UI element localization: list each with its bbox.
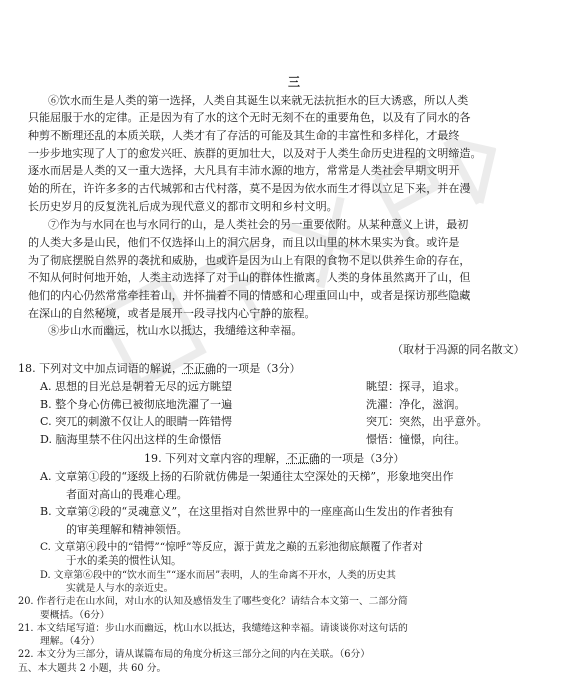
question-stem-key: 不正确 bbox=[286, 452, 320, 466]
question-21-line1: 21. 本文结尾写道：步山水而幽远，枕山水以抵达，我缱绻这种幸福。请谈谈你对这句话的 bbox=[18, 622, 408, 634]
para-7-line: 不知从何时何地开始，人类主动选择了对于山的群体性撤离。人类的身体虽然离开了山，但 bbox=[28, 271, 471, 285]
q18-option-a: A. 思想的目光总是朝着无尽的远方眺望 bbox=[40, 379, 233, 393]
para-7-line: 他们的内心仍然常常牵挂着山，并怀揣着不同的情感和心理重回山中，或者是探访那些隐藏 bbox=[28, 288, 471, 302]
question-21-line2: 理解。（4分） bbox=[40, 636, 100, 648]
section-number: 三 bbox=[288, 75, 300, 90]
para-7-line: 在深山的自然秘境，或者是展开一段寻找内心宁静的旅程。 bbox=[28, 306, 316, 320]
source-note: （取材于冯源的同名散文） bbox=[392, 342, 525, 356]
question-stem-key: 不正确 bbox=[182, 362, 217, 376]
para-6-line: 种剪不断理还乱的本质关联，人类才有了存活的可能及其生命的丰富性和多样化，才最终 bbox=[28, 129, 460, 143]
para-8: ⑧步山水而幽远，枕山水以抵达，我缱绻这种幸福。 bbox=[48, 324, 303, 338]
para-7-line: 为了彻底摆脱自然界的袭扰和威胁，也或许是因为山上有限的食物不足以供养生命的存在， bbox=[28, 253, 471, 267]
question-stem-pre: 18. 下列对文中加点词语的解说， bbox=[18, 362, 183, 376]
q18-option-b-gloss: 洗濯：净化，滋润。 bbox=[366, 397, 466, 411]
q19-option-a-line1: A. 文章第①段的“逐级上扬的石阶就仿佛是一架通往太空深处的天梯”，形象地突出作 bbox=[40, 470, 454, 484]
para-6-line: 一步步地实现了人丁的愈发兴旺、族群的更加壮大，以及对于人类生命历史进程的文明缔造。 bbox=[28, 146, 482, 160]
question-stem-pre: 19. 下列对文章内容的理解， bbox=[144, 452, 287, 466]
q18-option-c-gloss: 突兀：突然，出乎意外。 bbox=[366, 415, 488, 429]
q19-option-d-line2: 实就是人与水的亲近史。 bbox=[66, 583, 174, 595]
section-5-heading: 五、本大题共 2 小题，共 60 分。 bbox=[18, 662, 167, 674]
q19-option-c-line2: 于水的柔美的惯性认知。 bbox=[66, 554, 182, 567]
para-6-line: 只能屈服于水的定律。正是因为有了水的这个无时无刻不在的重要角色，以及有了同水的各 bbox=[28, 111, 471, 125]
q19-option-a-line2: 者面对高山的畏难心理。 bbox=[66, 487, 188, 501]
question-stem-post: 的一项是（3分） bbox=[216, 362, 301, 376]
para-7-line: 的人类大多是山民，他们不仅选择山上的洞穴居身，而且以山里的林木果实为食。或许是 bbox=[28, 236, 460, 249]
q19-option-b-line1: B. 文章第②段的“灵魂意义”，在这里指对自然世界中的一座座高山生发出的作者独有 bbox=[40, 505, 454, 519]
question-stem-post: 的一项是（3分） bbox=[319, 452, 405, 466]
question-20-line1: 20. 作者行走在山水间，对山水的认知及感悟发生了哪些变化？请结合本文第一、二部分简 bbox=[18, 596, 408, 608]
para-6-line: ⑥饮水而生是人类的第一选择，人类自其诞生以来就无法抗拒水的巨大诱惑，所以人类 bbox=[48, 93, 469, 107]
q19-option-b-line2: 的审美理解和精神领悟。 bbox=[66, 522, 188, 536]
para-6-line: 长历史岁月的反复洗礼后成为现代意义的都市文明和乡村文明。 bbox=[28, 199, 338, 213]
q18-option-a-gloss: 眺望：探寻，追求。 bbox=[366, 379, 466, 393]
q19-option-d-line1: D. 文章第⑥段中的“饮水而生”“逐水而居”表明，人的生命离不开水，人类的历史其 bbox=[40, 569, 396, 581]
question-20-line2: 要概括。（6分） bbox=[40, 609, 110, 621]
q18-option-d: D. 脑海里禁不住闪出这样的生命憬悟 bbox=[40, 432, 222, 446]
para-7-line: ⑦作为与水同在也与水同行的山，是人类社会的另一重要依附。从某种意义上讲，最初 bbox=[48, 218, 469, 232]
q19-option-c-line1: C. 文章第④段中的“错愕”“惊呼”等反应，源于黄龙之巅的五彩池彻底颠覆了作者对 bbox=[40, 540, 423, 553]
q18-option-d-gloss: 憬悟：憧憬，向往。 bbox=[366, 432, 466, 446]
question-22: 22. 本文分为三部分，请从谋篇布局的角度分析这三部分之间的内在关联。（6分） bbox=[18, 649, 370, 661]
q18-option-c: C. 突兀的刺激不仅让人的眼睛一阵错愕 bbox=[40, 415, 233, 429]
q18-option-b: B. 整个身心仿佛已被彻底地洗濯了一遍 bbox=[40, 397, 233, 411]
para-6-line: 逐水而居是人类的又一重大选择，大凡具有丰沛水源的地方，常常是人类社会早期文明开 bbox=[28, 164, 460, 178]
para-6-line: 始的所在，许许多多的古代城郭和古代村落，莫不是因为依水而生才得以立足下来，并在漫 bbox=[28, 182, 471, 196]
